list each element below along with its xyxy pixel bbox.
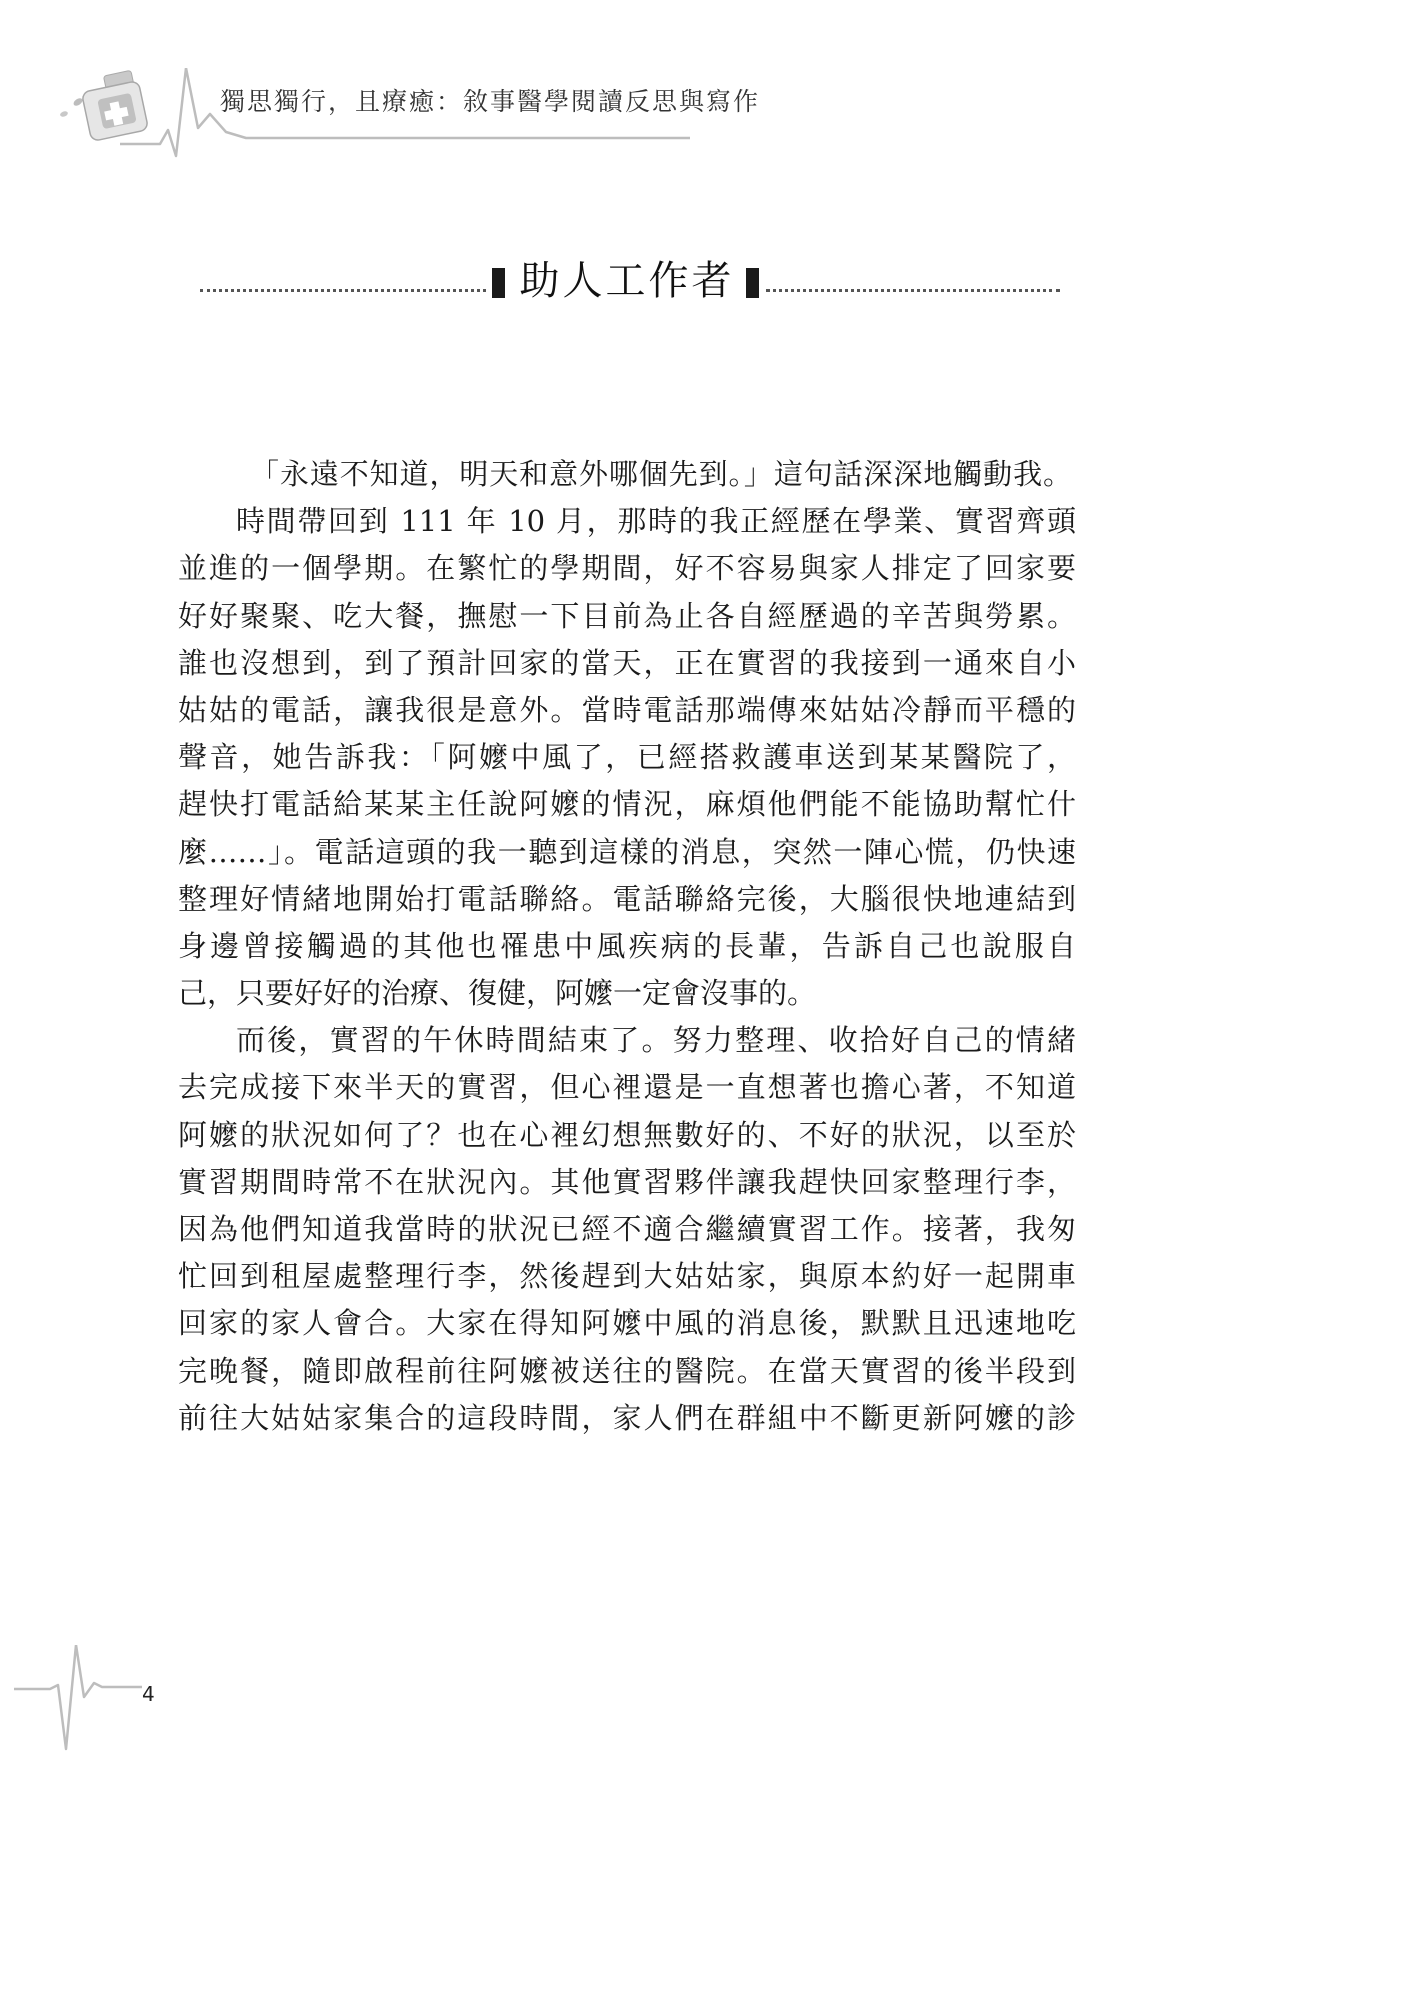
dotted-rule-left — [200, 289, 486, 292]
text-line: 姑姑的電話，讓我很是意外。當時電話那端傳來姑姑冷靜而平穩的 — [178, 692, 1076, 727]
heading-bar-left — [492, 268, 505, 298]
text-line: 「永遠不知道，明天和意外哪個先到。」這句話深深地觸動我。 — [250, 457, 1072, 491]
text-line: 忙回到租屋處整理行李，然後趕到大姑姑家，與原本約好一起開車 — [178, 1259, 1076, 1294]
heading-bar-right — [746, 268, 759, 298]
running-header-title: 獨思獨行，且療癒：敘事醫學閱讀反思與寫作 — [220, 87, 761, 116]
page-number: 4 — [142, 1682, 155, 1706]
dotted-rule-right — [766, 289, 1060, 292]
text-line: 實習期間時常不在狀況內。其他實習夥伴讓我趕快回家整理行李， — [178, 1164, 1076, 1199]
text-line: 己，只要好好的治療、復健，阿嬤一定會沒事的。 — [178, 976, 817, 1011]
text-line: 去完成接下來半天的實習，但心裡還是一直想著也擔心著，不知道 — [178, 1070, 1076, 1105]
text-line: 身邊曾接觸過的其他也罹患中風疾病的長輩，告訴自己也說服自 — [178, 928, 1076, 963]
text-line: 前往大姑姑家集合的這段時間，家人們在群組中不斷更新阿嬤的診 — [178, 1400, 1076, 1435]
heartbeat-line-icon — [14, 1645, 142, 1749]
text-line: 聲音，她告訴我：「阿嬤中風了，已經搭救護車送到某某醫院了， — [178, 740, 1076, 775]
text-line: 並進的一個學期。在繁忙的學期間，好不容易與家人排定了回家要 — [178, 551, 1076, 586]
text-line: 阿嬤的狀況如何了？也在心裡幻想無數好的、不好的狀況，以至於 — [178, 1117, 1076, 1152]
chapter-title: 助人工作者 — [519, 258, 735, 304]
text-line: 回家的家人會合。大家在得知阿嬤中風的消息後，默默且迅速地吃 — [178, 1306, 1076, 1341]
text-line: 而後，實習的午休時間結束了。努力整理、收拾好自己的情緒 — [236, 1023, 1076, 1058]
text-line: 誰也沒想到，到了預計回家的當天，正在實習的我接到一通來自小 — [178, 645, 1076, 680]
medicine-bottle-icon — [59, 70, 148, 141]
text-line: 因為他們知道我當時的狀況已經不適合繼續實習工作。接著，我匆 — [178, 1212, 1076, 1246]
text-line: 趕快打電話給某某主任說阿嬤的情況，麻煩他們能不能協助幫忙什 — [178, 787, 1076, 822]
chapter-heading — [200, 256, 1060, 306]
footer-decoration — [14, 1645, 154, 1760]
text-line: 好好聚聚、吃大餐，撫慰一下目前為止各自經歷過的辛苦與勞累。 — [178, 598, 1076, 633]
body-text — [178, 451, 1078, 1442]
text-line: 麼……」。電話這頭的我一聽到這樣的消息，突然一陣心慌，仍快速 — [178, 834, 1076, 869]
text-line: 整理好情緒地開始打電話聯絡。電話聯絡完後，大腦很快地連結到 — [178, 881, 1076, 916]
text-line: 時間帶回到 111 年 10 月，那時的我正經歷在學業、實習齊頭 — [236, 504, 1076, 539]
text-line: 完晚餐，隨即啟程前往阿嬤被送往的醫院。在當天實習的後半段到 — [178, 1353, 1076, 1388]
